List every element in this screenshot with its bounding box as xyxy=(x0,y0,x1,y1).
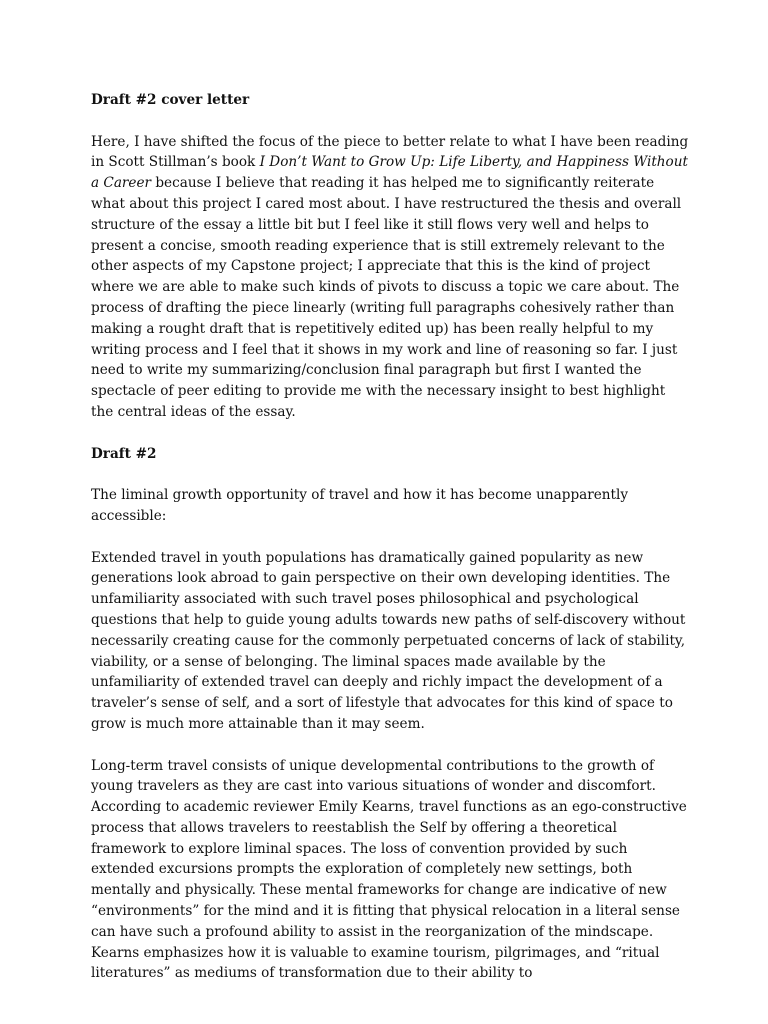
spacer xyxy=(91,527,691,548)
draft-heading: Draft #2 xyxy=(91,445,157,462)
cover-letter-heading: Draft #2 cover letter xyxy=(91,92,250,108)
spacer xyxy=(91,735,691,756)
essay-paragraph-2: Long-term travel consists of unique developmental contributions to the growth of young travelers as they are cast into various situations of wonder and discomfort. According to academic reviewer Emily Kearns, travel functions as an ego-constructive process that allows travelers to reestablish the Self by offering a theoretical framework to explore liminal spaces. The loss of convention provided by such extended excursions prompts the exploration of completely new settings, both mentally and physically. These mental frameworks for change are indicative of new “environments” for the mind and it is fitting that physical relocation in a literal sense can have such a profound ability to assist in the reorganization of the mindscape. Kearns emphasizes how it is valuable to examine tourism, pilgrimages, and “ritual literatures” as mediums of transformation due to their ability to xyxy=(91,757,687,982)
essay-paragraph-1: Extended travel in youth populations has dramatically gained popularity as new generations look abroad to gain perspective on their own developing identities. The unfamiliarity associated with such travel poses philosophical and psychological questions that help to guide young adults towards new paths of self-discovery without necessarily creating cause for the commonly perpetuated concerns of lack of stability, viability, or a sense of belonging. The liminal spaces made available by the unfamiliarity of extended travel can deeply and richly impact the development of a traveler’s sense of self, and a sort of lifestyle that advocates for this kind of space to grow is much more attainable than it may seem. xyxy=(91,549,686,732)
cover-text-after-title: because I believe that reading it has helped me to significantly reiterate what about this project I cared most about. I have restructured the thesis and overall structure of the essay a little bit but I feel like it still flows very well and helps to present a concise, smooth reading experience that is still extremely relevant to the other aspects of my Capstone project; I appreciate that this is the kind of project where we are able to make such kinds of pivots to discuss a topic we care about. The process of drafting the piece linearly (writing full paragraphs cohesively rather than making a rought draft that is repetitively edited up) has been really helpful to my writing process and I feel that it shows in my work and line of reasoning so far. I just need to write my summarizing/conclusion final paragraph but first I wanted the spectacle of peer editing to provide me with the necessary insight to best highlight the central ideas of the essay. xyxy=(91,175,682,420)
spacer xyxy=(91,423,691,444)
essay-title: The liminal growth opportunity of travel and how it has become unapparently accessible: xyxy=(91,487,629,524)
book-title: I Don’t Want to Grow Up: Life Liberty, and Happiness Without a Career xyxy=(91,154,688,192)
spacer xyxy=(91,464,691,485)
document-page xyxy=(91,90,691,984)
cover-letter-paragraph xyxy=(91,132,691,423)
spacer xyxy=(91,111,691,132)
cover-text-before-title: Here, I have shifted the focus of the piece to better relate to what I have been reading in Scott Stillman’s book xyxy=(91,133,689,171)
